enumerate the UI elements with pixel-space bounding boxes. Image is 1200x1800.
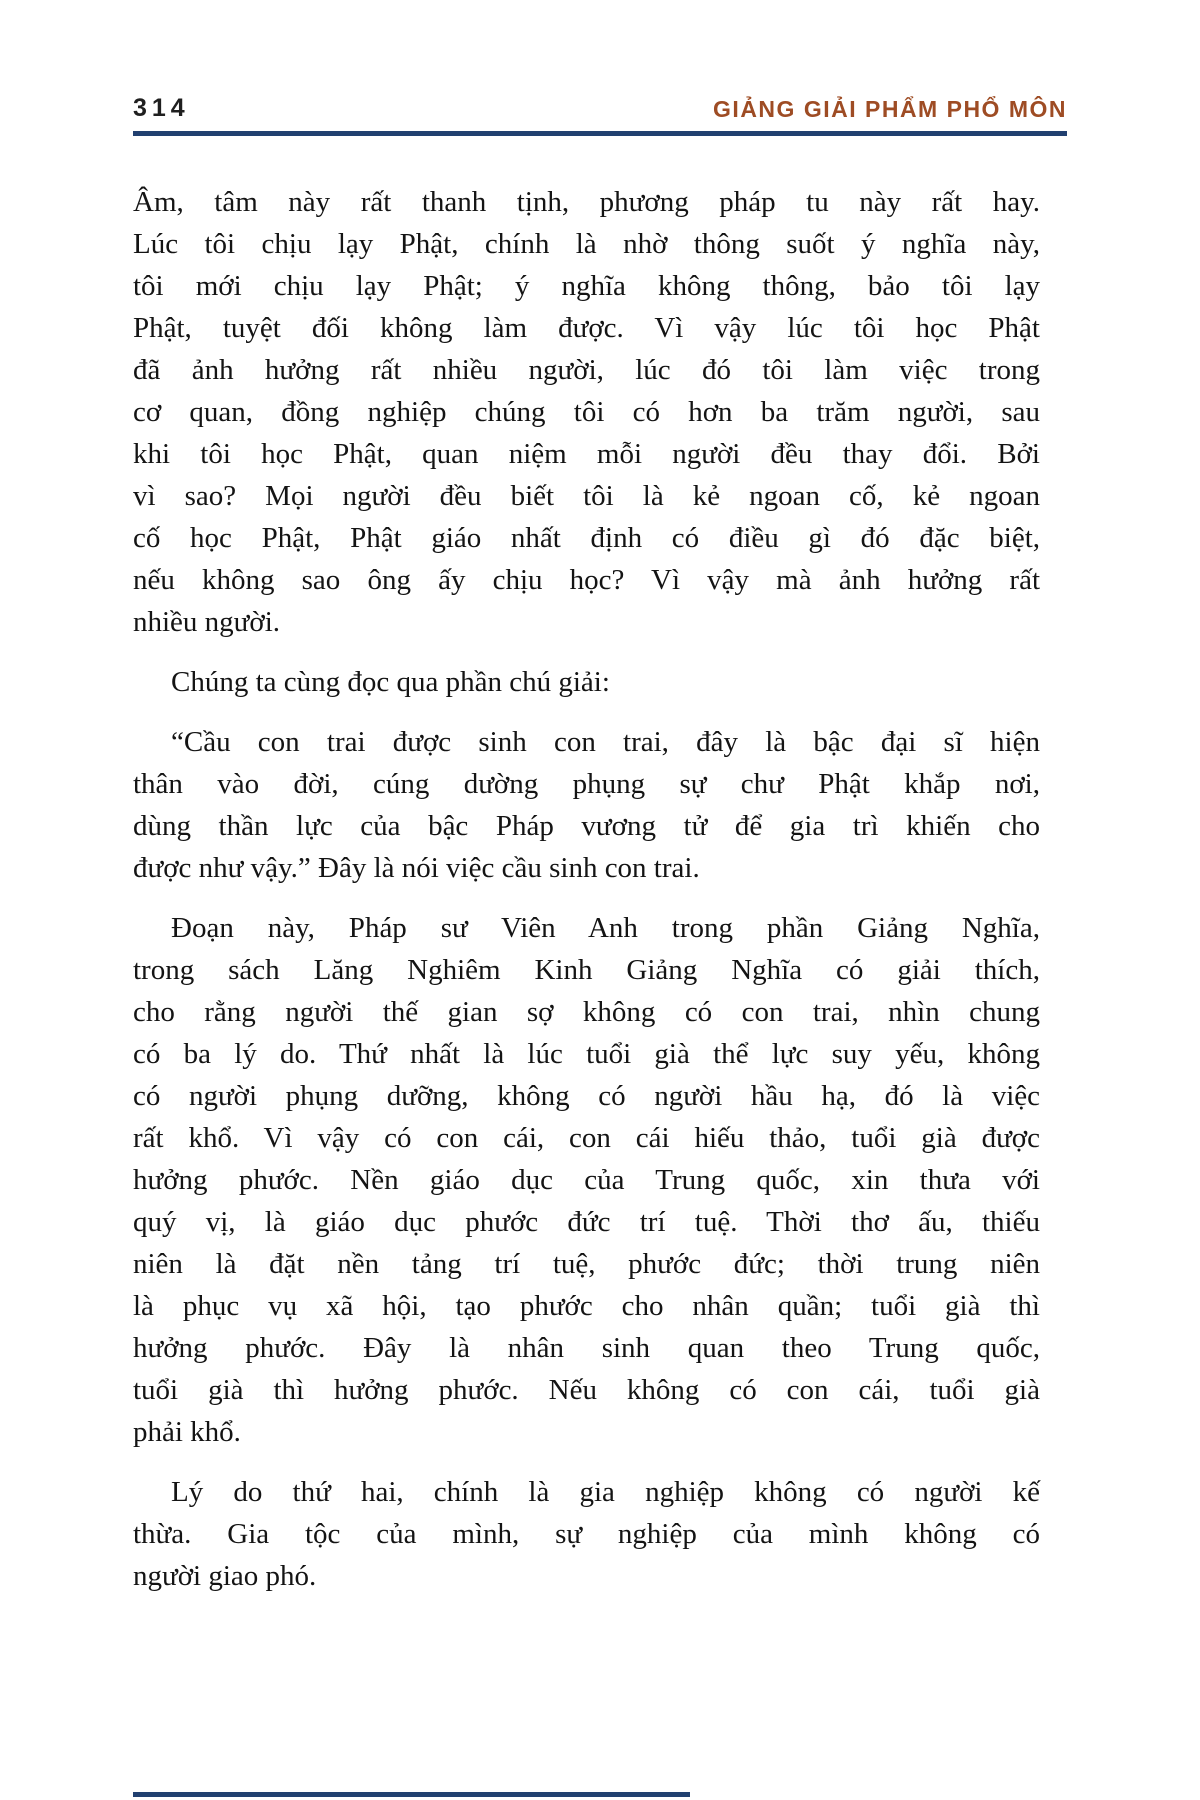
paragraph <box>133 907 1040 1453</box>
text-line: cơ quan, đồng nghiệp chúng tôi có hơn ba trăm người, sau <box>133 396 1040 428</box>
text-line: vì sao? Mọi người đều biết tôi là kẻ ngoan cố, kẻ ngoan <box>133 480 1040 512</box>
paragraph <box>133 661 1040 703</box>
text-line: có ba lý do. Thứ nhất là lúc tuổi già thể lực suy yếu, không <box>133 1038 1040 1070</box>
paragraph <box>133 1471 1040 1597</box>
text-line: được như vậy.” Đây là nói việc cầu sinh con trai. <box>133 852 700 884</box>
body-paragraphs <box>133 181 1040 1597</box>
header-rule <box>133 131 1067 136</box>
text-line: Phật, tuyệt đối không làm được. Vì vậy lúc tôi học Phật <box>133 312 1040 344</box>
text-line: hưởng phước. Đây là nhân sinh quan theo Trung quốc, <box>133 1332 1040 1364</box>
text-line: Chúng ta cùng đọc qua phần chú giải: <box>171 666 610 698</box>
text-line: Lúc tôi chịu lạy Phật, chính là nhờ thông suốt ý nghĩa này, <box>133 228 1040 260</box>
text-line: “Cầu con trai được sinh con trai, đây là bậc đại sĩ hiện <box>171 726 1040 758</box>
text-line: Đoạn này, Pháp sư Viên Anh trong phần Giảng Nghĩa, <box>171 912 1040 944</box>
text-line: người giao phó. <box>133 1560 317 1592</box>
running-title: GIẢNG GIẢI PHẨM PHỔ MÔN <box>713 96 1067 122</box>
page-header <box>133 96 1067 121</box>
text-line: Lý do thứ hai, chính là gia nghiệp không có người kế <box>171 1476 1040 1508</box>
text-line: đã ảnh hưởng rất nhiều người, lúc đó tôi làm việc trong <box>133 354 1040 386</box>
text-line: tôi mới chịu lạy Phật; ý nghĩa không thông, bảo tôi lạy <box>133 270 1040 302</box>
text-line: là phục vụ xã hội, tạo phước cho nhân quần; tuổi già thì <box>133 1290 1040 1322</box>
next-page-partial-rule <box>133 1792 690 1797</box>
text-line: quý vị, là giáo dục phước đức trí tuệ. Thời thơ ấu, thiếu <box>133 1206 1040 1238</box>
text-line: niên là đặt nền tảng trí tuệ, phước đức; thời trung niên <box>133 1248 1040 1280</box>
paragraph <box>133 181 1040 643</box>
text-line: dùng thần lực của bậc Pháp vương tử để gia trì khiến cho <box>133 810 1040 842</box>
paragraph <box>133 721 1040 889</box>
page-number: 314 <box>133 94 190 122</box>
text-line: khi tôi học Phật, quan niệm mỗi người đều thay đổi. Bởi <box>133 438 1040 470</box>
text-line: Âm, tâm này rất thanh tịnh, phương pháp tu này rất hay. <box>133 186 1040 218</box>
text-line: phải khổ. <box>133 1416 241 1448</box>
text-line: tuổi già thì hưởng phước. Nếu không có con cái, tuổi già <box>133 1374 1040 1406</box>
text-line: hưởng phước. Nền giáo dục của Trung quốc, xin thưa với <box>133 1164 1040 1196</box>
text-line: có người phụng dưỡng, không có người hầu hạ, đó là việc <box>133 1080 1040 1112</box>
text-line: rất khổ. Vì vậy có con cái, con cái hiếu thảo, tuổi già được <box>133 1122 1040 1154</box>
text-line: trong sách Lăng Nghiêm Kinh Giảng Nghĩa có giải thích, <box>133 954 1040 986</box>
text-line: thân vào đời, cúng dường phụng sự chư Phật khắp nơi, <box>133 768 1040 800</box>
text-line: thừa. Gia tộc của mình, sự nghiệp của mình không có <box>133 1518 1040 1550</box>
text-line: nếu không sao ông ấy chịu học? Vì vậy mà ảnh hưởng rất <box>133 564 1040 596</box>
text-line: cho rằng người thế gian sợ không có con trai, nhìn chung <box>133 996 1040 1028</box>
text-line: cố học Phật, Phật giáo nhất định có điều gì đó đặc biệt, <box>133 522 1040 554</box>
text-line: nhiều người. <box>133 606 281 638</box>
